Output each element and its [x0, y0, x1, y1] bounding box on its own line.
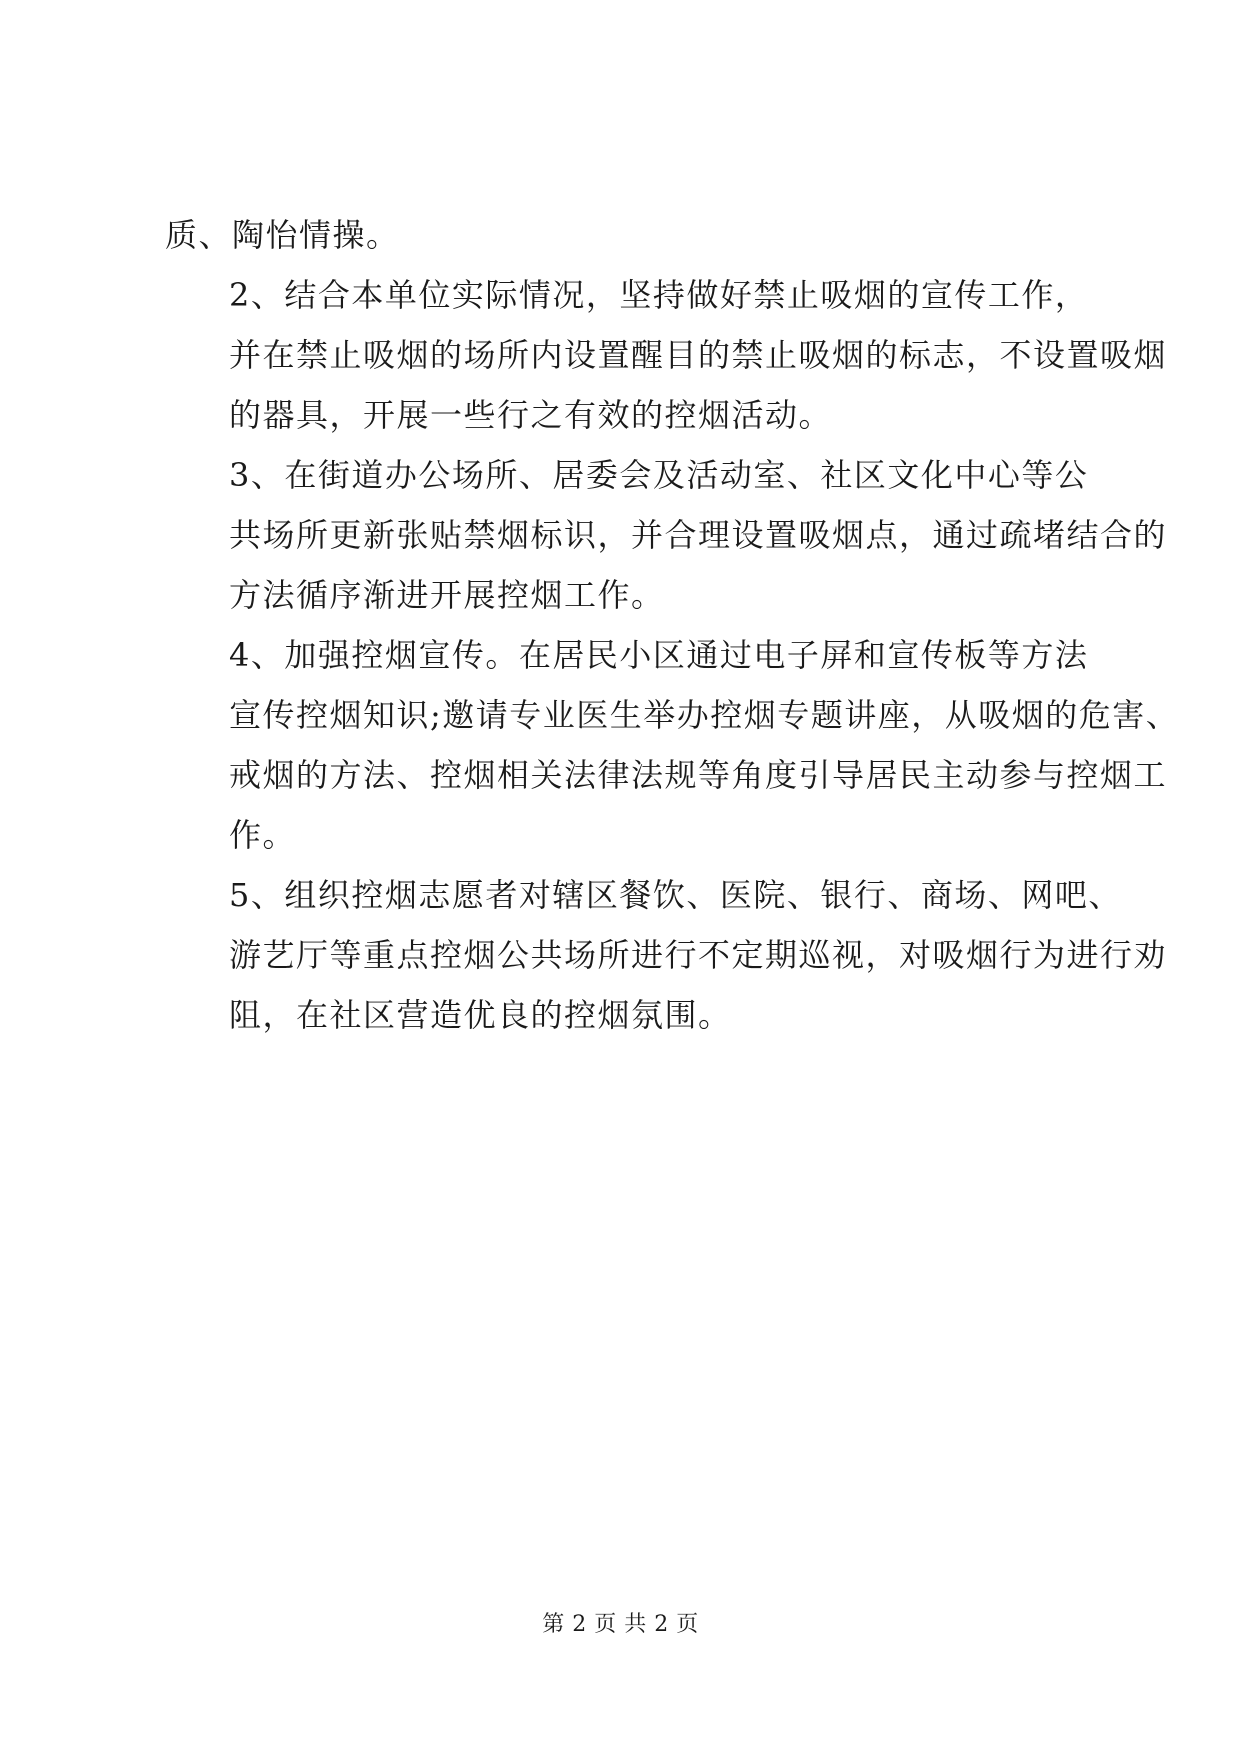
paragraph-item-4: [165, 625, 1180, 865]
paragraph-item-3: [165, 445, 1168, 625]
text-line: 作。: [229, 816, 297, 854]
text-line: 戒烟的方法、控烟相关法律法规等角度引导居民主动参与控烟工: [229, 756, 1168, 794]
text-line: 质、陶怡情操。: [165, 216, 400, 254]
text-line: 共场所更新张贴禁烟标识，并合理设置吸烟点，通过疏堵结合的: [229, 516, 1168, 554]
paragraph-continuation: [165, 205, 1085, 265]
page-footer: 第 2 页 共 2 页: [542, 1612, 699, 1637]
text-line: 2、结合本单位实际情况，坚持做好禁止吸烟的宣传工作，: [229, 276, 1089, 314]
text-line: 的器具，开展一些行之有效的控烟活动。: [229, 396, 833, 434]
text-line: 并在禁止吸烟的场所内设置醒目的禁止吸烟的标志，不设置吸烟: [229, 336, 1168, 374]
text-line: 3、在街道办公场所、居委会及活动室、社区文化中心等公: [229, 456, 1089, 494]
text-line: 宣传控烟知识;邀请专业医生举办控烟专题讲座，从吸烟的危害、: [229, 696, 1180, 734]
text-line: 5、组织控烟志愿者对辖区餐饮、医院、银行、商场、网吧、: [229, 876, 1122, 914]
text-line: 游艺厅等重点控烟公共场所进行不定期巡视，对吸烟行为进行劝: [229, 936, 1168, 974]
text-line: 4、加强控烟宣传。在居民小区通过电子屏和宣传板等方法: [229, 636, 1089, 674]
document-body: [165, 205, 1180, 1045]
paragraph-item-2: [165, 265, 1168, 445]
text-line: 阻，在社区营造优良的控烟氛围。: [229, 996, 732, 1034]
paragraph-item-5: [165, 865, 1168, 1045]
text-line: 方法循序渐进开展控烟工作。: [229, 576, 665, 614]
